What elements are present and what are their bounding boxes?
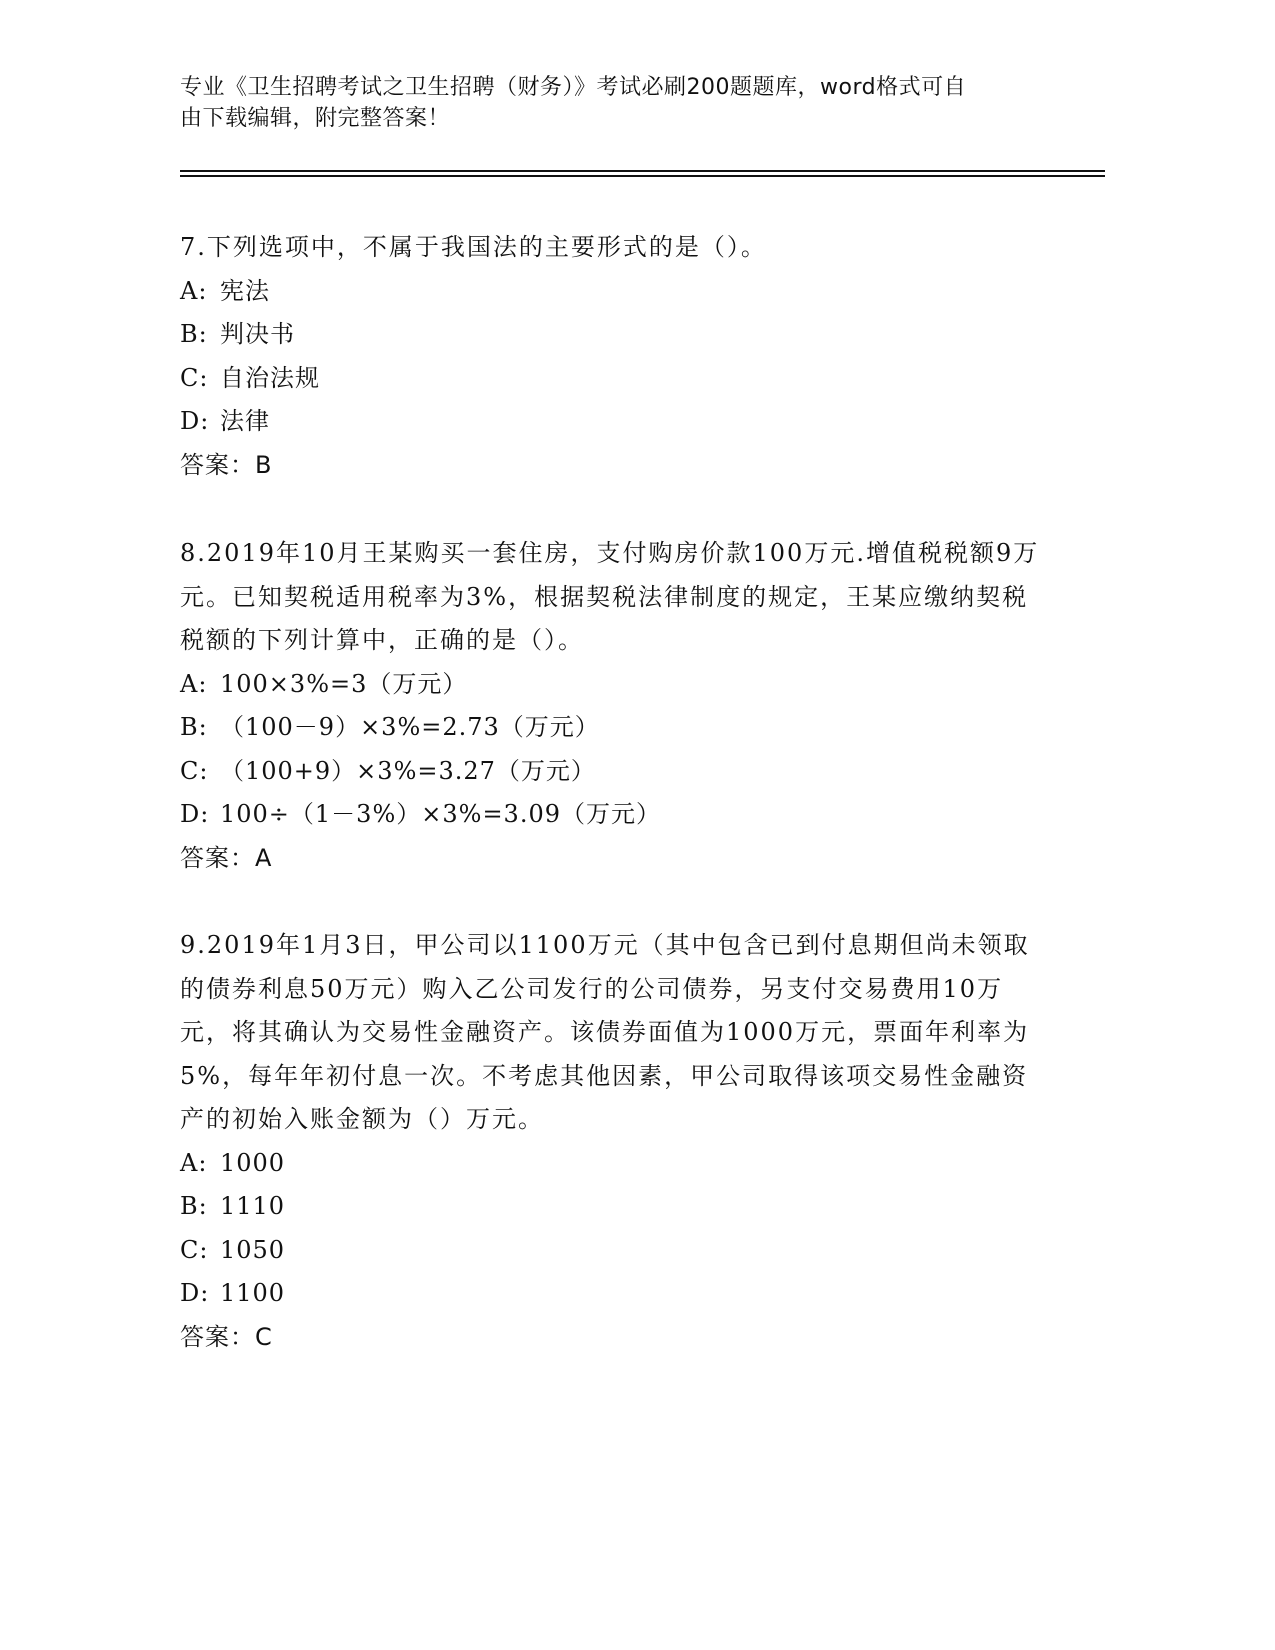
- option-text: 100×3%=3（万元）: [220, 669, 468, 698]
- option-a: [180, 270, 1050, 314]
- header-divider-bottom: [180, 175, 1105, 177]
- option-text: （100+9）×3%=3.27（万元）: [220, 756, 596, 785]
- option-b: [180, 313, 1050, 357]
- question-9: [180, 924, 1050, 1359]
- option-label: D:: [180, 407, 210, 435]
- option-text: 1110: [220, 1192, 286, 1220]
- option-a: [180, 1142, 1050, 1186]
- question-8: [180, 532, 1050, 880]
- option-d: [180, 1272, 1050, 1316]
- question-7: [180, 226, 1050, 487]
- header-line-1: 专业《卫生招聘考试之卫生招聘（财务）》考试必刷200题题库，word格式可自: [180, 75, 967, 100]
- option-text: 100÷（1－3%）×3%=3.09（万元）: [220, 800, 661, 828]
- question-stem: 8.2019年10月王某购买一套住房，支付购房价款100万元.增值税税额9万元。已知契税适用税率为3%，根据契税法律制度的规定，王某应缴纳契税税额的下列计算中，正确的是（）。: [180, 539, 1040, 654]
- option-c: [180, 750, 1050, 794]
- option-label: C:: [180, 363, 209, 392]
- option-label: D:: [180, 800, 210, 828]
- option-text: 1050: [220, 1235, 286, 1264]
- option-d: [180, 400, 1050, 444]
- option-c: [180, 357, 1050, 401]
- option-label: D:: [180, 1279, 210, 1307]
- question-stem: 7.下列选项中，不属于我国法的主要形式的是（）。: [180, 233, 767, 261]
- option-text: 1100: [220, 1279, 286, 1307]
- header-line-2: 由下载编辑，附完整答案！: [180, 106, 451, 131]
- option-label: B:: [180, 1192, 208, 1220]
- option-text: 法律: [220, 407, 270, 435]
- option-label: B:: [180, 320, 208, 348]
- option-text: 自治法规: [220, 363, 320, 392]
- answer: 答案：C: [180, 1322, 273, 1351]
- option-label: A:: [180, 276, 208, 305]
- option-c: [180, 1229, 1050, 1273]
- option-d: [180, 793, 1050, 837]
- answer: 答案：B: [180, 450, 273, 479]
- option-b: [180, 706, 1050, 750]
- option-label: C:: [180, 756, 209, 785]
- option-text: （100－9）×3%=2.73（万元）: [220, 713, 600, 741]
- option-b: [180, 1185, 1050, 1229]
- answer: 答案：A: [180, 843, 273, 872]
- document-header: [180, 72, 1040, 134]
- option-label: A:: [180, 1148, 208, 1177]
- header-divider-top: [180, 170, 1105, 172]
- option-text: 宪法: [220, 276, 270, 305]
- option-label: B:: [180, 713, 208, 741]
- question-stem: 9.2019年1月3日，甲公司以1100万元（其中包含已到付息期但尚未领取的债券利息50万元）购入乙公司发行的公司债券，另支付交易费用10万元，将其确认为交易性金融资产。该债券面值为1000万元，票面年利率为5%，每年年初付息一次。不考虑其他因素，甲公司取得该项交易性金融资产的初始入账金额为（）万元。: [180, 931, 1030, 1133]
- option-label: C:: [180, 1235, 209, 1264]
- option-a: [180, 663, 1050, 707]
- option-label: A:: [180, 669, 208, 698]
- option-text: 判决书: [220, 320, 295, 348]
- option-text: 1000: [220, 1148, 286, 1177]
